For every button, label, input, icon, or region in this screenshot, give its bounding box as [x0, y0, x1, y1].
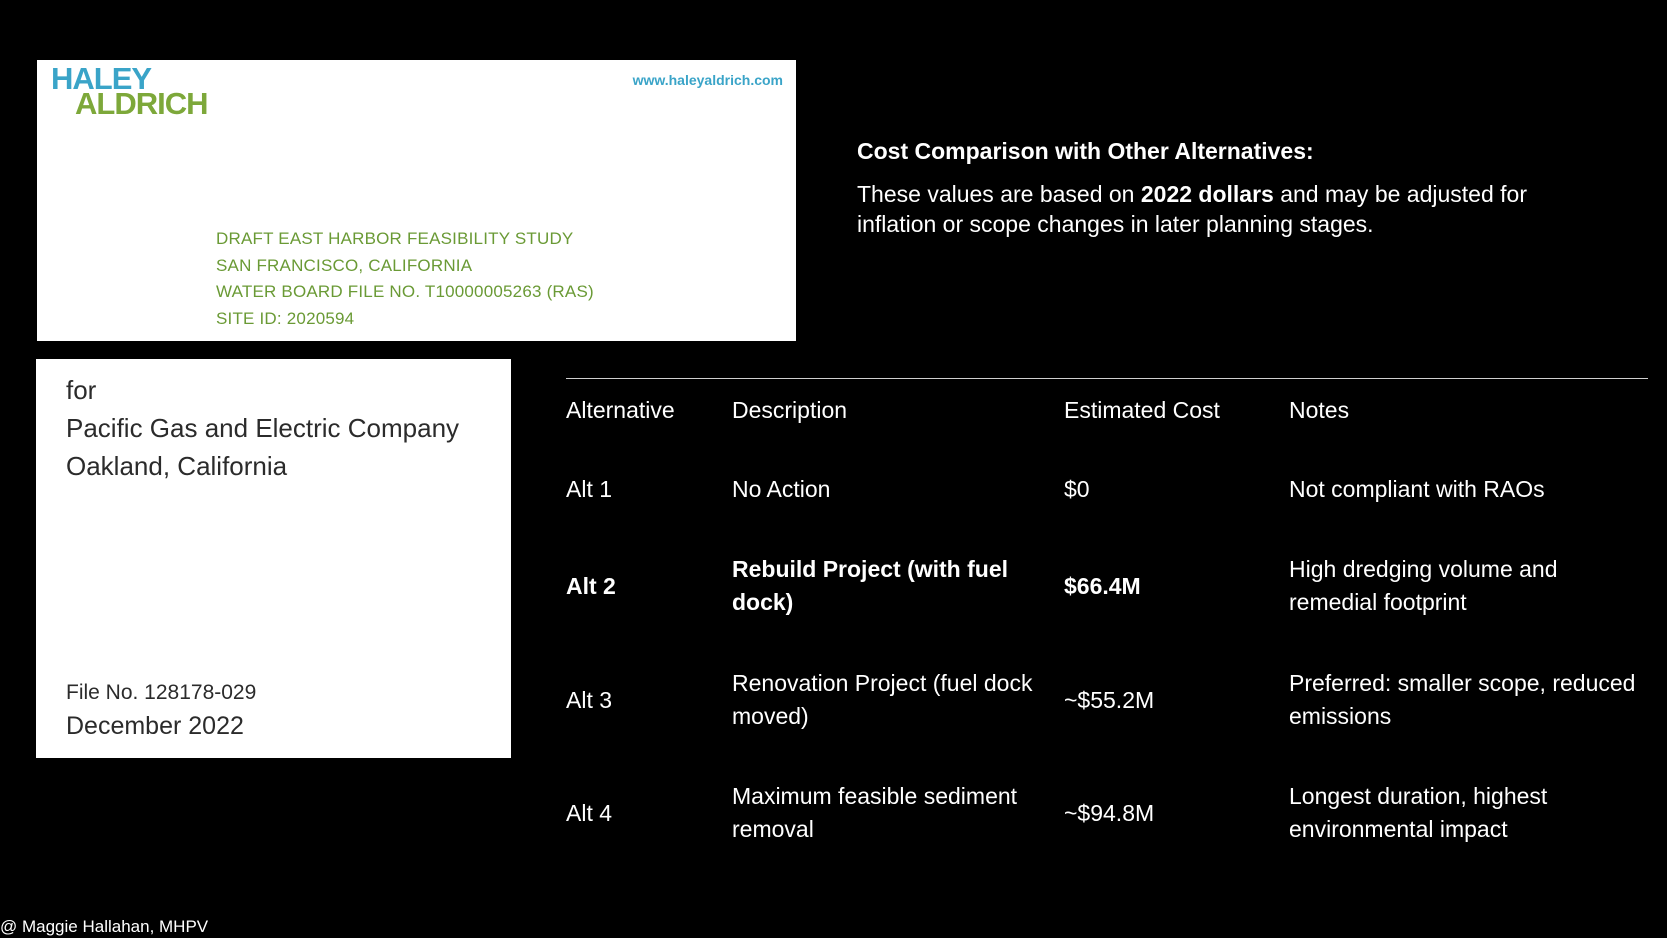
note-text-start: These values are based on	[857, 181, 1141, 207]
logo-word-haley: HALEY	[51, 61, 152, 96]
row2-alternative: Alt 2	[566, 573, 616, 599]
row1-description: No Action	[732, 476, 831, 502]
row4-description: Maximum feasible sediment removal	[732, 783, 1018, 842]
report-date: December 2022	[66, 712, 244, 740]
report-cover-header	[37, 60, 796, 341]
row1-notes: Not compliant with RAOs	[1289, 476, 1545, 502]
logo-word-aldrich: ALDRICH	[75, 86, 208, 122]
row4-notes: Longest duration, highest environmental impact	[1289, 783, 1548, 842]
report-title: DRAFT EAST HARBOR FEASIBILITY STUDY	[216, 229, 574, 248]
table-top-rule	[566, 378, 1648, 379]
note-text-end: and may be adjusted for inflation or scope changes in later planning stages.	[857, 181, 1527, 237]
section-heading: Cost Comparison with Other Alternatives:	[857, 138, 1314, 164]
row3-notes: Preferred: smaller scope, reduced emissions	[1289, 670, 1636, 729]
row3-description: Renovation Project (fuel dock moved)	[732, 670, 1033, 729]
header-description: Description	[732, 397, 848, 423]
photo-credit: @ Maggie Hallahan, MHPV	[0, 917, 209, 936]
file-number: File No. 128178-029	[66, 681, 257, 704]
water-board-file: WATER BOARD FILE NO. T10000005263 (RAS)	[216, 282, 594, 301]
header-alternative: Alternative	[566, 397, 675, 423]
row3-alternative: Alt 3	[566, 687, 613, 713]
row2-cost: $66.4M	[1064, 573, 1141, 599]
row4-cost: ~$94.8M	[1064, 800, 1155, 826]
row1-cost: $0	[1064, 476, 1090, 502]
row3-cost: ~$55.2M	[1064, 687, 1155, 713]
client-block	[66, 371, 459, 485]
client-city: Oakland, California	[66, 451, 288, 481]
report-cover-client	[36, 359, 511, 758]
website-link[interactable]: www.haleyaldrich.com	[632, 72, 783, 88]
note-text-bold: 2022 dollars	[1140, 181, 1274, 207]
header-estimated-cost: Estimated Cost	[1064, 397, 1220, 423]
row1-alternative: Alt 1	[566, 476, 613, 502]
row4-alternative: Alt 4	[566, 800, 613, 826]
report-title-block	[216, 226, 594, 332]
section-note	[857, 179, 1587, 239]
site-id: SITE ID: 2020594	[216, 308, 355, 328]
report-location: SAN FRANCISCO, CALIFORNIA	[216, 255, 473, 275]
haley-aldrich-logo	[51, 61, 208, 122]
row2-description: Rebuild Project (with fuel dock)	[732, 556, 1009, 615]
for-label: for	[66, 375, 97, 405]
header-notes: Notes	[1289, 397, 1350, 423]
row2-notes: High dredging volume and remedial footprint	[1289, 556, 1558, 615]
client-name: Pacific Gas and Electric Company	[66, 413, 460, 443]
